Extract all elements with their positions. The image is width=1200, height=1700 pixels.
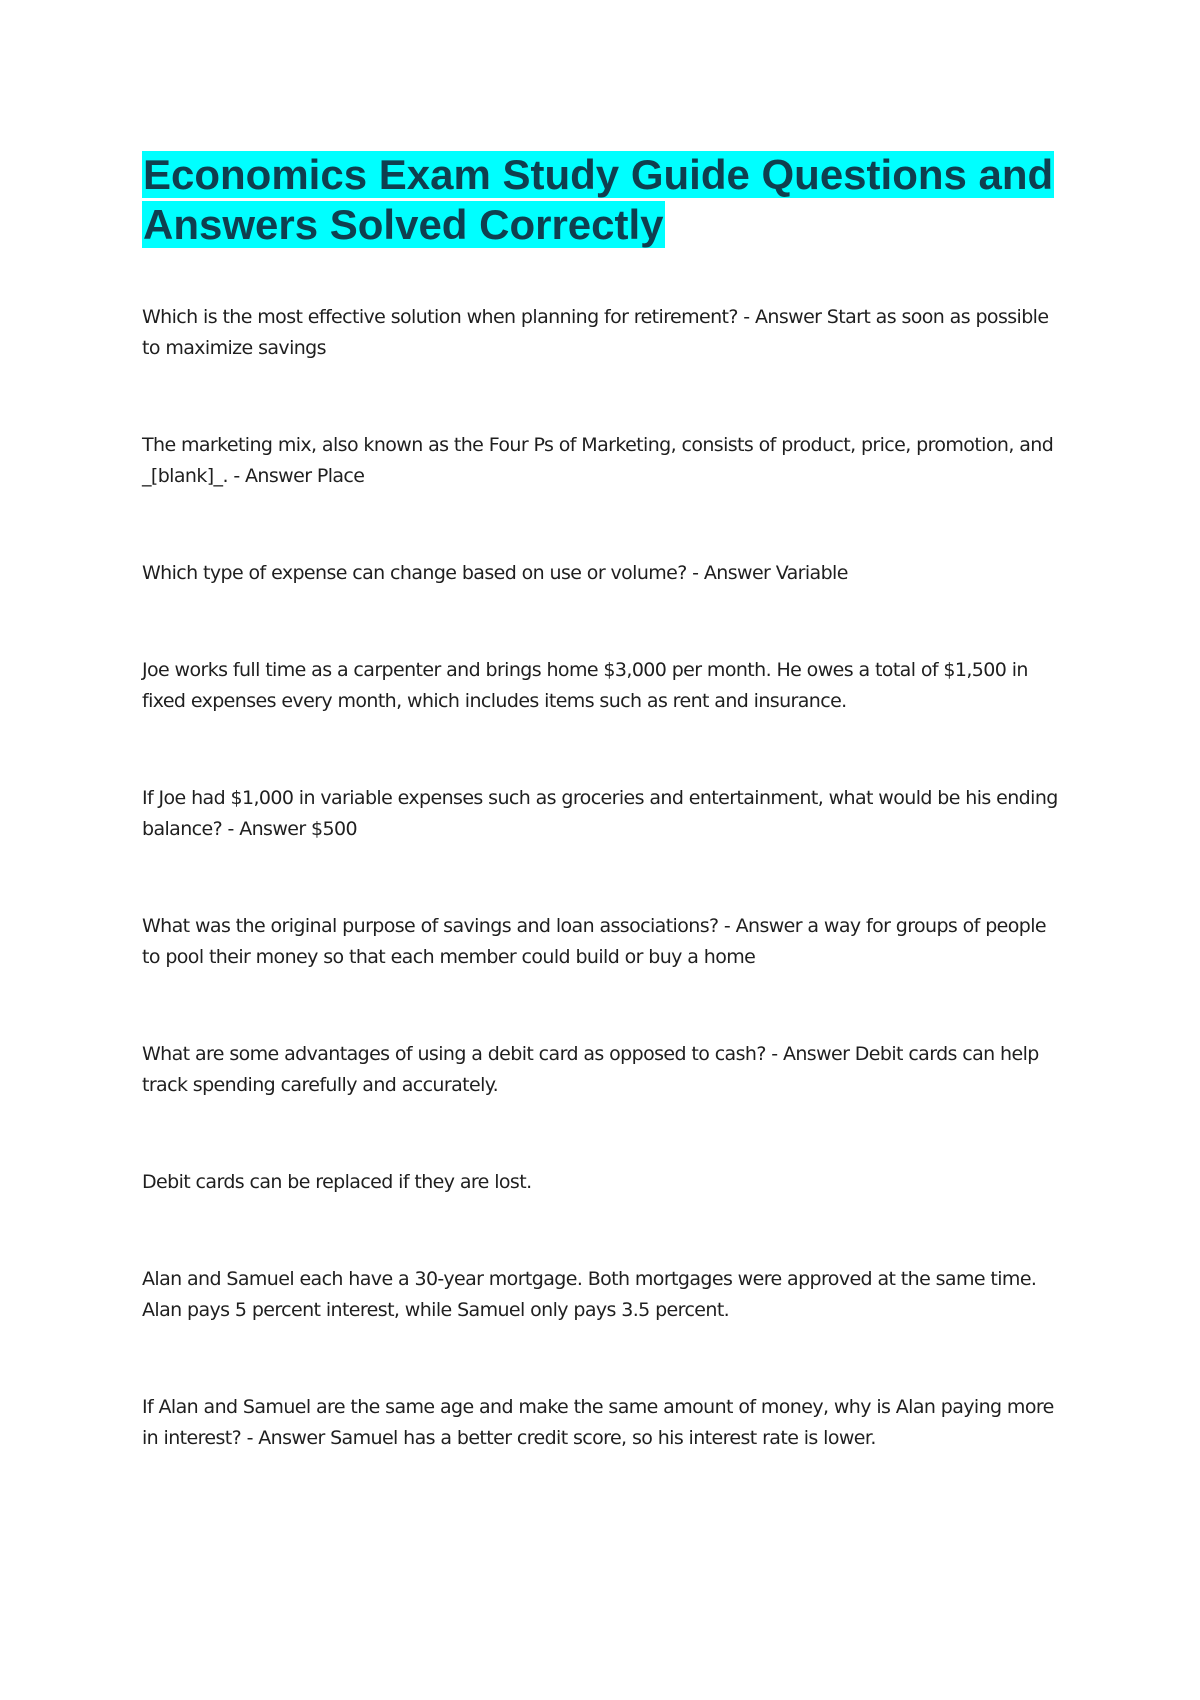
qa-paragraph-5: If Joe had $1,000 in variable expenses such as groceries and entertainment, what would be his ending balance? - Answer $500 (142, 787, 1058, 840)
qa-paragraph-10: If Alan and Samuel are the same age and make the same amount of money, why is Alan paying more in interest? - Answer Samuel has a better credit score, so his interest rate is lower. (142, 1396, 1054, 1449)
qa-paragraph-1: Which is the most effective solution when planning for retirement? - Answer Start as soon as possible to maximize savings (142, 306, 1049, 359)
qa-paragraph-8: Debit cards can be replaced if they are lost. (142, 1171, 532, 1193)
qa-paragraph-9: Alan and Samuel each have a 30-year mortgage. Both mortgages were approved at the same time. Alan pays 5 percent interest, while Samuel only pays 3.5 percent. (142, 1268, 1037, 1321)
qa-paragraph-7: What are some advantages of using a debit card as opposed to cash? - Answer Debit cards can help track spending carefully and accurately. (142, 1043, 1039, 1096)
qa-paragraph-6: What was the original purpose of savings and loan associations? - Answer a way for groups of people to pool their money so that each member could build or buy a home (142, 915, 1047, 968)
qa-paragraph-4: Joe works full time as a carpenter and brings home $3,000 per month. He owes a total of $1,500 in fixed expenses every month, which includes items such as rent and insurance. (142, 659, 1028, 712)
qa-list (142, 302, 1062, 1454)
qa-paragraph-2: The marketing mix, also known as the Four Ps of Marketing, consists of product, price, promotion, and _[blank]_. - Answer Place (142, 434, 1054, 487)
document-body (142, 150, 1062, 1520)
document-title (142, 150, 1062, 250)
qa-paragraph-3: Which type of expense can change based on use or volume? - Answer Variable (142, 562, 848, 584)
title-highlight: Economics Exam Study Guide Questions and Answers Solved Correctly (143, 151, 1054, 248)
